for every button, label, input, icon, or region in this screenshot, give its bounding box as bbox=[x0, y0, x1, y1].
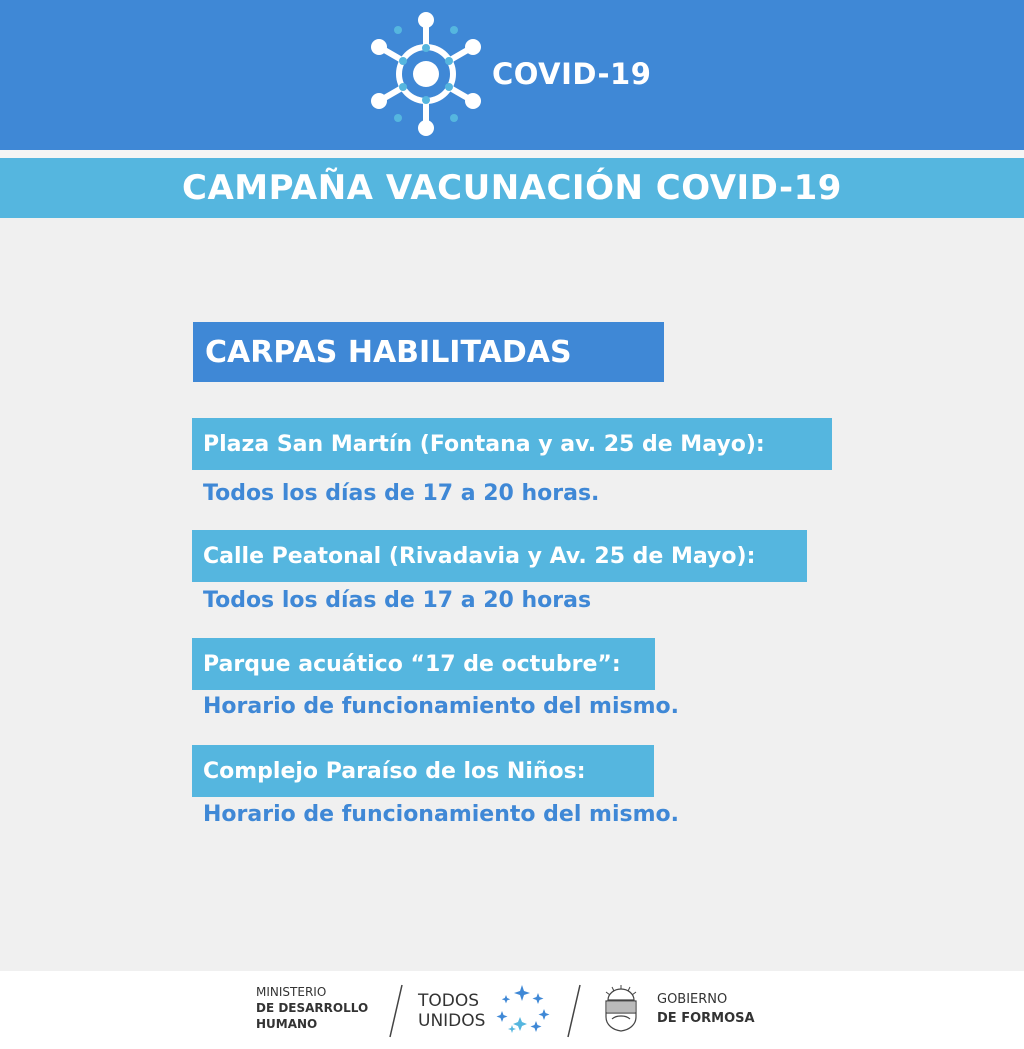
ministry-line2: DE DESARROLLO bbox=[256, 1001, 369, 1015]
stars-circle-icon bbox=[494, 983, 550, 1035]
footer-logos bbox=[0, 971, 1024, 1049]
slogan-line1: TODOS bbox=[418, 991, 480, 1011]
ministry-line1: MINISTERIO bbox=[256, 985, 327, 999]
government-line2: DE FORMOSA bbox=[657, 1011, 755, 1026]
location-hours: Todos los días de 17 a 20 horas bbox=[203, 588, 592, 613]
provincial-seal-icon bbox=[600, 985, 642, 1033]
header-banner bbox=[0, 0, 1024, 150]
location-hours: Todos los días de 17 a 20 horas. bbox=[203, 481, 600, 506]
location-hours: Horario de funcionamiento del mismo. bbox=[203, 694, 679, 719]
slogan-line2: UNIDOS bbox=[418, 1011, 486, 1031]
location-hours: Horario de funcionamiento del mismo. bbox=[203, 802, 679, 827]
separator-slash bbox=[564, 983, 584, 1039]
location-name: Complejo Paraíso de los Niños: bbox=[192, 745, 654, 797]
section-title: CARPAS HABILITADAS bbox=[193, 322, 664, 382]
ministry-line3: HUMANO bbox=[256, 1017, 318, 1031]
separator-slash bbox=[386, 983, 406, 1039]
location-name: Calle Peatonal (Rivadavia y Av. 25 de Mayo): bbox=[192, 530, 807, 582]
brand-label: COVID-19 bbox=[492, 57, 652, 91]
virus-icon bbox=[366, 8, 486, 140]
location-name: Parque acuático “17 de octubre”: bbox=[192, 638, 655, 690]
divider bbox=[0, 150, 1024, 158]
campaign-title-band bbox=[0, 158, 1024, 218]
government-line1: GOBIERNO bbox=[657, 992, 728, 1007]
campaign-title: CAMPAÑA VACUNACIÓN COVID-19 bbox=[182, 168, 842, 208]
location-name: Plaza San Martín (Fontana y av. 25 de Mayo): bbox=[192, 418, 832, 470]
